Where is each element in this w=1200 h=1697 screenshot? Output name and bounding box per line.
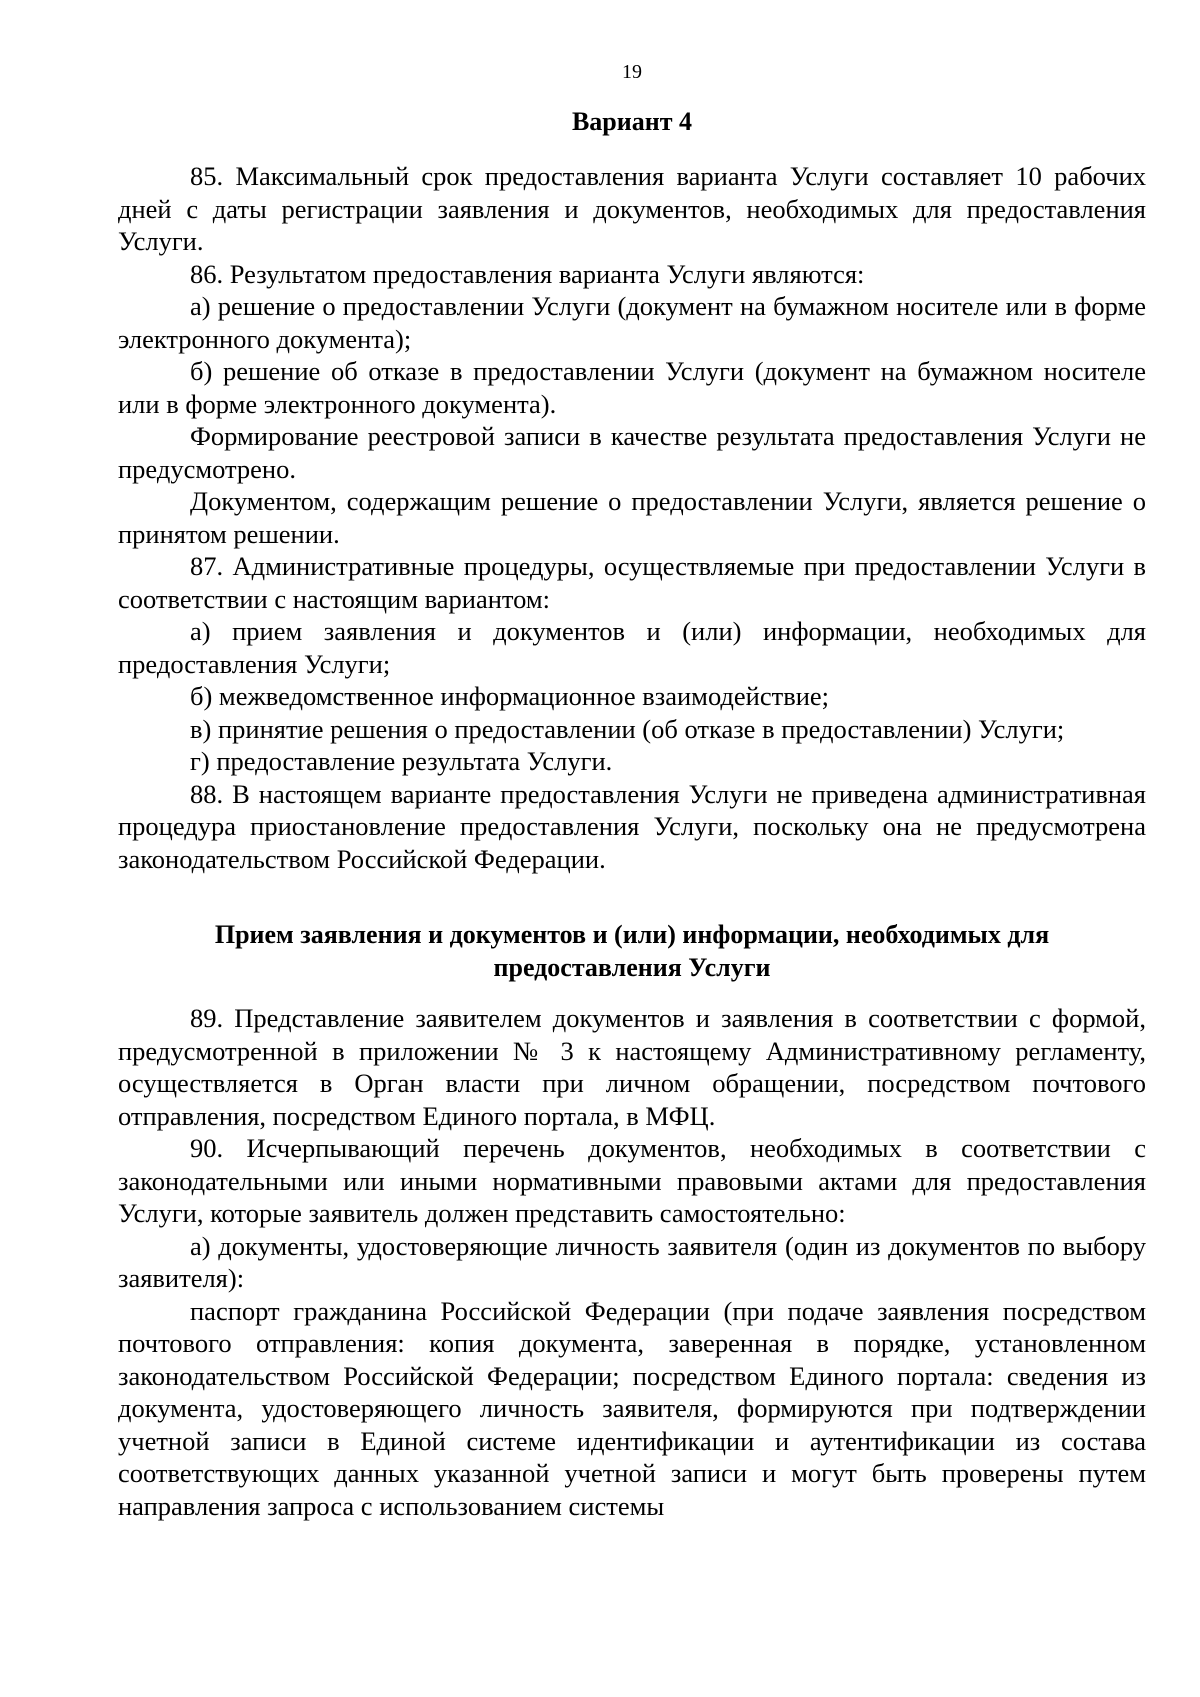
paragraph: г) предоставление результата Услуги.	[190, 746, 613, 776]
paragraph: Формирование реестровой записи в качестве результата предоставления Услуги не предусмотрено.	[118, 421, 1146, 484]
paragraph: 88. В настоящем варианте предоставления Услуги не приведена административная процедура приостановление предоставления Услуги, поскольку она не предусмотрена законодательством Российской Федерации.	[118, 778, 1146, 874]
paragraph: в) принятие решения о предоставлении (об отказе в предоставлении) Услуги;	[190, 713, 1065, 744]
paragraph: 89. Представление заявителем документов и заявления в соответствии с формой, предусмотренной в приложении № 3 к настоящему Административному регламенту, осуществляется в Орган власти при личном обращении, посредством почтового отправления, посредством Единого портала, в МФЦ.	[118, 1003, 1146, 1131]
paragraph: а) прием заявления и документов и (или) информации, необходимых для предоставления Услуги;	[118, 616, 1146, 679]
paragraph: а) документы, удостоверяющие личность заявителя (один из документов по выбору заявителя):	[118, 1230, 1146, 1293]
page-number: 19	[622, 61, 642, 83]
variant-heading: Вариант 4	[571, 107, 693, 136]
paragraph: б) межведомственное информационное взаимодействие;	[190, 681, 830, 711]
section-heading: Прием заявления и документов и (или) информации, необходимых для предоставления Услуги	[214, 920, 1050, 982]
paragraphs-part2	[118, 1002, 1146, 1522]
paragraph: 90. Исчерпывающий перечень документов, необходимых в соответствии с законодательными или иными нормативными правовыми актами для предоставления Услуги, которые заявитель должен представить самостоятельно:	[118, 1133, 1146, 1228]
paragraph: 86. Результатом предоставления варианта Услуги являются:	[190, 258, 865, 289]
paragraph: б) решение об отказе в предоставлении Услуги (документ на бумажном носителе или в форме электронного документа).	[118, 356, 1146, 419]
document-page	[118, 60, 1146, 1522]
paragraphs-part1	[118, 160, 1146, 875]
paragraph: Документом, содержащим решение о предоставлении Услуги, является решение о принятом решении.	[118, 486, 1146, 549]
paragraph: паспорт гражданина Российской Федерации (при подаче заявления посредством почтового отправления: копия документа, заверенная в порядке, установленном законодательством Российской Федерации; посредством Единого портала: сведения из документа, удостоверяющего личность заявителя, формируются при подтверждении учетной записи в Единой системе идентификации и аутентификации из состава соответствующих данных указанной учетной записи и могут быть проверены путем направления запроса с использованием системы	[118, 1295, 1146, 1521]
paragraph: а) решение о предоставлении Услуги (документ на бумажном носителе или в форме электронного документа);	[118, 291, 1146, 354]
paragraph: 87. Административные процедуры, осуществляемые при предоставлении Услуги в соответствии с настоящим вариантом:	[118, 551, 1146, 614]
paragraph: 85. Максимальный срок предоставления варианта Услуги составляет 10 рабочих дней с даты регистрации заявления и документов, необходимых для предоставления Услуги.	[118, 161, 1146, 256]
